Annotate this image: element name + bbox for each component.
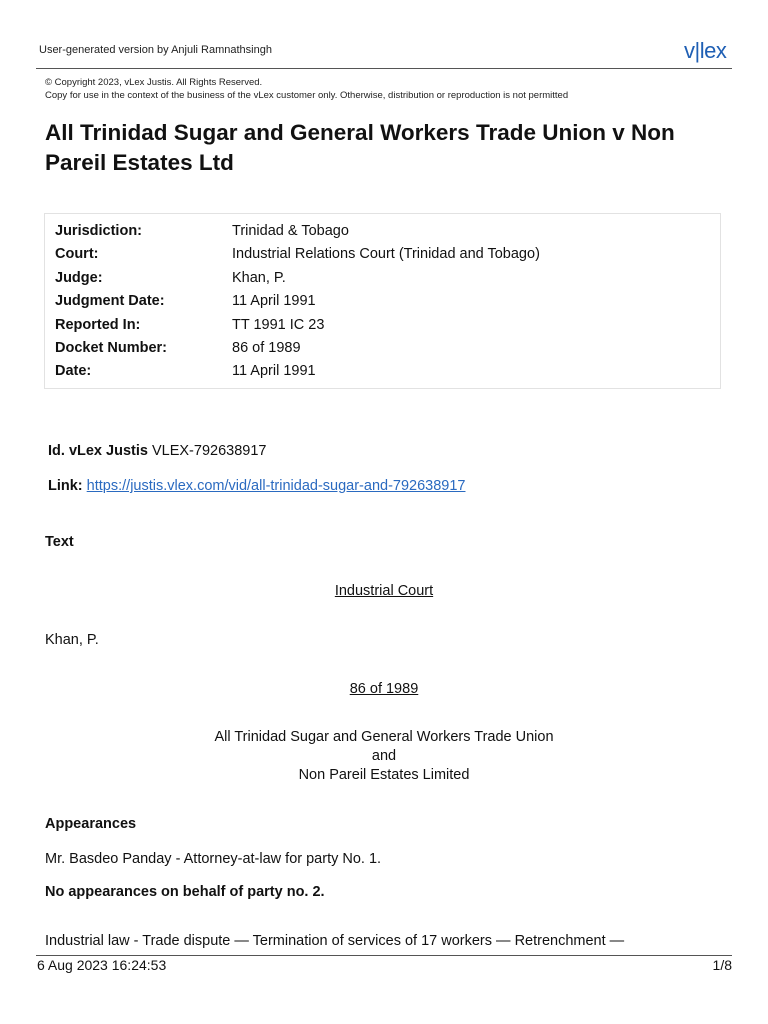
metadata-value: Industrial Relations Court (Trinidad and Tobago)	[232, 246, 540, 262]
metadata-box	[44, 213, 721, 389]
docket-number: 86 of 1989	[349, 681, 419, 697]
copy-notice-line: Copy for use in the context of the business of the vLex customer only. Otherwise, distribution or reproduction is not permitted	[45, 90, 569, 101]
metadata-value: 86 of 1989	[232, 340, 301, 356]
header-divider	[36, 68, 732, 69]
summary-line: Industrial law - Trade dispute — Termination of services of 17 workers — Retrenchment —	[45, 933, 625, 949]
footer-page-number: 1/8	[712, 957, 732, 973]
logo-v: v	[684, 38, 695, 63]
text-heading: Text	[45, 534, 74, 550]
metadata-value: TT 1991 IC 23	[232, 317, 325, 333]
document-title: All Trinidad Sugar and General Workers Trade Union v Non Pareil Estates Ltd	[45, 120, 675, 175]
user-generated-note: User-generated version by Anjuli Ramnathsingh	[39, 44, 272, 56]
logo-lex: lex	[699, 38, 727, 63]
metadata-label: Court:	[55, 246, 99, 262]
footer-timestamp: 6 Aug 2023 16:24:53	[37, 957, 167, 973]
metadata-label: Reported In:	[55, 317, 141, 333]
appearances-heading: Appearances	[45, 816, 137, 832]
footer-divider	[36, 955, 732, 956]
vlex-logo	[684, 38, 726, 64]
metadata-value: 11 April 1991	[232, 293, 316, 309]
metadata-label: Date:	[55, 363, 92, 379]
copyright-line: © Copyright 2023, vLex Justis. All Rights Reserved.	[45, 77, 263, 88]
party-separator: and	[371, 748, 397, 764]
link-label: Link:	[48, 478, 83, 494]
logo-bar: |	[694, 38, 700, 63]
metadata-label: Judge:	[55, 270, 103, 286]
appearance-party-one: Mr. Basdeo Panday - Attorney-at-law for party No. 1.	[45, 851, 382, 867]
appearance-party-two: No appearances on behalf of party no. 2.	[45, 884, 325, 900]
link-line	[48, 478, 465, 494]
document-link[interactable]: https://justis.vlex.com/vid/all-trinidad-sugar-and-792638917	[86, 478, 466, 494]
judge-name: Khan, P.	[45, 632, 99, 648]
vlex-id-line	[48, 443, 266, 459]
metadata-value: Trinidad & Tobago	[232, 223, 349, 239]
party-two: Non Pareil Estates Limited	[298, 767, 470, 783]
court-name: Industrial Court	[334, 583, 434, 599]
vlex-id-label: Id. vLex Justis	[48, 443, 148, 459]
metadata-label: Jurisdiction:	[55, 223, 143, 239]
vlex-id-value: VLEX-792638917	[151, 443, 267, 459]
party-one: All Trinidad Sugar and General Workers Trade Union	[214, 729, 554, 745]
metadata-label: Judgment Date:	[55, 293, 165, 309]
metadata-value: 11 April 1991	[232, 363, 316, 379]
metadata-value: Khan, P.	[232, 270, 286, 286]
metadata-label: Docket Number:	[55, 340, 167, 356]
